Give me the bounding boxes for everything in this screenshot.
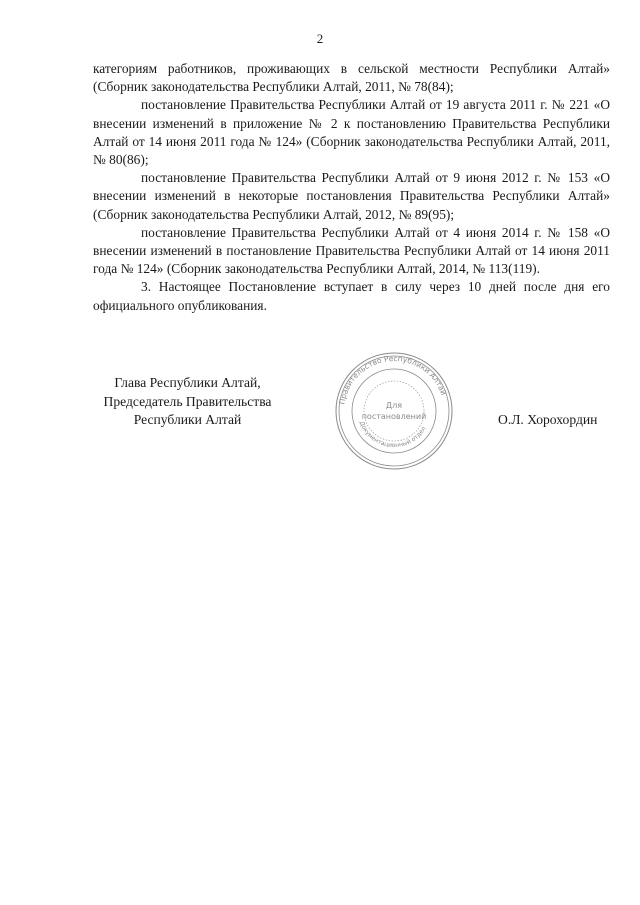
paragraph-amendment-2014-158: постановление Правительства Республики Алтай от 4 июня 2014 г. № 158 «О внесении изменений в постановление Правительства Республики Алтай от 14 июня 2011 года № 124» (Сборник законодательства Республики Алтай, 2014, № 113(119). — [93, 224, 610, 277]
paragraph-amendment-2011-221: постановление Правительства Республики Алтай от 19 августа 2011 г. № 221 «О внесении изменений в приложение № 2 к постановлению Правительства Республики Алтай от 14 июня 2011 года № 124» (Сборник законодательства Республики Алтай, 2011, № 80(86); — [93, 97, 610, 168]
signatory-name: О.Л. Хорохордин — [498, 412, 598, 427]
paragraph-continuation: категориям работников, проживающих в сельской местности Республики Алтай» (Сборник законодательства Республики Алтай, 2011, № 78(84); — [93, 61, 610, 95]
seal-outer-text: Правительство Республики Алтай — [337, 353, 449, 406]
document-body — [93, 60, 610, 315]
paragraph-effective-date: 3. Настоящее Постановление вступает в силу через 10 дней после дня его официального опубликования. — [93, 279, 610, 313]
page-number: 2 — [316, 31, 324, 46]
seal-center-line: постановлений — [361, 412, 427, 421]
official-seal — [333, 350, 455, 472]
seal-inner-text: Документационный отдел — [357, 420, 428, 450]
signatory-title-line: Глава Республики Алтай, — [114, 375, 261, 390]
signatory-title-line: Республики Алтай — [133, 412, 242, 428]
paragraph-amendment-2012-153: постановление Правительства Республики Алтай от 9 июня 2012 г. № 153 «О внесении изменений в некоторые постановления Правительства Республики Алтай» (Сборник законодательства Республики Алтай, 2012, № 89(95); — [93, 170, 610, 222]
signatory-title — [80, 374, 295, 430]
seal-icon — [333, 350, 455, 472]
signatory-title-line: Председатель Правительства — [103, 393, 272, 409]
seal-center-line: Для — [385, 401, 403, 410]
